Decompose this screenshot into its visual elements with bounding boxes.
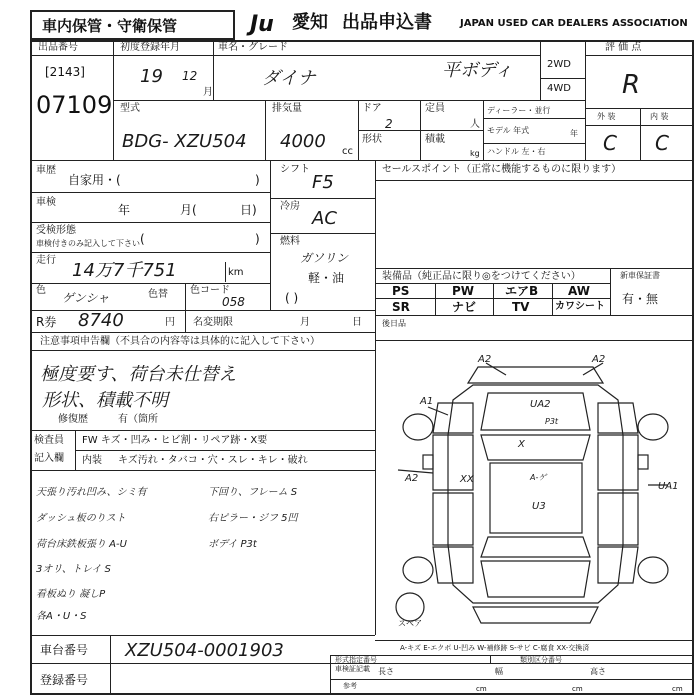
dims-certified-label: 形式指定番号 bbox=[335, 656, 377, 664]
diag-label-ua2: UA2 bbox=[530, 399, 551, 410]
displacement-unit: cc bbox=[342, 146, 353, 157]
color-code-value: 058 bbox=[222, 295, 245, 309]
drive-2wd: 2WD bbox=[547, 59, 571, 70]
model-name-value: ダイナ bbox=[262, 68, 316, 89]
dims-unit-1: cm bbox=[476, 685, 487, 693]
model-code-value: BDG- XZU504 bbox=[122, 131, 247, 152]
inspector-int-row: キズ汚れ・タバコ・穴・スレ・キレ・破れ bbox=[118, 455, 308, 466]
after-day-label: 後日品 bbox=[382, 319, 406, 328]
inspection-day: 日) bbox=[240, 203, 257, 217]
aircon-label: 冷房 bbox=[280, 201, 300, 212]
car-body-outline bbox=[448, 385, 623, 603]
color-label: 色 bbox=[36, 285, 46, 296]
remark-right-1: 下回り、フレーム S bbox=[208, 487, 298, 498]
remark-right-2: 右ピラー・ジフ 5凹 bbox=[208, 513, 298, 524]
mileage-unit: km bbox=[228, 267, 244, 278]
rear-bumper bbox=[473, 607, 598, 623]
chassis-label: 車台番号 bbox=[40, 643, 89, 657]
doors-label: ドア bbox=[362, 103, 382, 114]
handle-label: ハンドル 左・右 bbox=[487, 147, 546, 156]
inspector-int-label: 内装 bbox=[82, 455, 102, 466]
history-label: 車歴 bbox=[36, 165, 56, 176]
aircon-value: AC bbox=[312, 208, 337, 229]
right-front-door bbox=[598, 435, 638, 490]
inspector-label-2: 記入欄 bbox=[34, 453, 64, 464]
model-code-label: 型式 bbox=[120, 103, 140, 114]
left-mirror bbox=[423, 455, 433, 469]
rear-left-wheel bbox=[403, 557, 433, 583]
registration-year: 19 bbox=[140, 66, 163, 87]
dims-length-label: 長さ bbox=[378, 667, 394, 676]
model-year-label: モデル 年式 bbox=[487, 126, 530, 135]
car-damage-diagram bbox=[378, 345, 692, 637]
dims-unit-2: cm bbox=[572, 685, 583, 693]
doors-value: 2 bbox=[385, 117, 393, 131]
notes-repair-value: 有（箇所 bbox=[118, 414, 158, 425]
dims-height-label: 高さ bbox=[590, 667, 606, 676]
doc-title: 出品申込書 bbox=[342, 12, 432, 33]
plate-label: 登録番号 bbox=[40, 673, 89, 687]
displacement-value: 4000 bbox=[280, 131, 326, 152]
model-grade-value: 平ボディ bbox=[442, 60, 513, 81]
equip-navi: ナビ bbox=[452, 300, 477, 314]
remark-left-6: 各A・U・S bbox=[36, 611, 87, 622]
color-value: ゲンシャ bbox=[62, 291, 110, 305]
front-right-wheel bbox=[638, 414, 668, 440]
dims-width-label: 幅 bbox=[495, 667, 503, 676]
evaluation-label: 評 価 点 bbox=[605, 42, 642, 53]
capacity-unit: 人 bbox=[470, 119, 480, 130]
dims-unit-3: cm bbox=[672, 685, 683, 693]
diag-label-a2-front-right: A2 bbox=[592, 354, 606, 365]
interior-label: 内 装 bbox=[650, 112, 669, 121]
shift-value: F5 bbox=[312, 172, 334, 193]
color-code-label: 色コード bbox=[190, 285, 230, 296]
equip-ps: PS bbox=[392, 284, 410, 298]
model-name-label: 車名・グレード bbox=[218, 42, 288, 53]
diag-spare-label: スペア bbox=[398, 619, 422, 628]
org-name: 愛知 bbox=[292, 12, 328, 33]
inspector-fw-row: FW キズ・凹み・ヒビ割・リペア跡・X要 bbox=[82, 435, 268, 446]
renewal-label: 名変期限 bbox=[193, 317, 233, 328]
chassis-value: XZU504-0001903 bbox=[125, 640, 284, 661]
lot-label: 出品番号 bbox=[38, 42, 78, 53]
diag-label-a1-left: A1 bbox=[420, 396, 434, 407]
equip-tv: TV bbox=[512, 300, 530, 314]
left-rear-door bbox=[433, 493, 473, 545]
front-bumper bbox=[468, 367, 603, 383]
left-fender bbox=[433, 403, 473, 433]
sales-point-label: セールスポイント（正常に機能するものに限ります） bbox=[382, 164, 622, 175]
shift-label: シフト bbox=[280, 164, 310, 175]
inspector-label-1: 検査員 bbox=[34, 435, 64, 446]
diag-label-a-ge: A-ゲ bbox=[530, 473, 547, 482]
history-value: 自家用・( bbox=[68, 173, 121, 187]
warranty-options: 有・無 bbox=[622, 292, 659, 306]
history-close: ) bbox=[255, 173, 260, 187]
warranty-label: 新車保証書 bbox=[620, 271, 660, 280]
exterior-grade: C bbox=[603, 131, 617, 155]
notes-line2: 形状、積載不明 bbox=[42, 390, 168, 411]
drive-4wd: 4WD bbox=[547, 83, 571, 94]
exterior-label: 外 装 bbox=[597, 112, 616, 121]
dealer-label: ディーラー・並行 bbox=[487, 106, 551, 115]
equip-sr: SR bbox=[392, 300, 410, 314]
right-rear-door bbox=[598, 493, 638, 545]
remark-left-5: 看板ぬり 凝しP bbox=[36, 589, 106, 600]
doc-title-en: JAPAN USED CAR DEALERS ASSOCIATION bbox=[460, 18, 688, 29]
inspection-label: 車検 bbox=[36, 197, 56, 208]
rear-window bbox=[481, 537, 590, 557]
shape-label: 形状 bbox=[362, 134, 382, 145]
front-left-wheel bbox=[403, 414, 433, 440]
diag-label-a2-front-left: A2 bbox=[478, 354, 492, 365]
fuel-paren: ( ) bbox=[285, 291, 299, 305]
dims-inspection-label: 車検証記載 bbox=[335, 665, 370, 673]
notes-line1: 極度要す、荷台未仕替え bbox=[40, 364, 237, 385]
registration-month: 12 bbox=[182, 69, 198, 83]
trunk-lid bbox=[481, 561, 590, 597]
diagram-legend: A-キズ E-エクボ U-凹み W-補修跡 S-サビ C-腐食 XX-交換済 bbox=[400, 644, 590, 652]
dims-category-label: 類別区分番号 bbox=[520, 656, 562, 664]
notes-repair-label: 修復歴 bbox=[58, 414, 88, 425]
diag-label-xx: XX bbox=[460, 474, 474, 485]
diag-label-ua1: UA1 bbox=[658, 481, 679, 492]
equipment-label: 装備品（純正品に限り◎をつけてください） bbox=[382, 271, 581, 282]
fuel-alt: 軽・油 bbox=[308, 271, 345, 285]
org-logo bbox=[250, 12, 290, 36]
equip-pw: PW bbox=[452, 284, 475, 298]
color-number-label: 色替 bbox=[148, 289, 168, 300]
insurance-label: 受検形態 bbox=[36, 225, 76, 236]
recycle-label: R券 bbox=[36, 315, 57, 329]
model-year-unit: 年 bbox=[570, 129, 578, 138]
recycle-value: 8740 bbox=[78, 310, 124, 331]
right-quarter bbox=[598, 547, 638, 583]
spare-tire bbox=[396, 593, 424, 621]
diag-label-x: X bbox=[518, 439, 525, 450]
load-unit: kg bbox=[470, 149, 480, 158]
fuel-label: 燃料 bbox=[280, 236, 300, 247]
registration-label: 初度登録年月 bbox=[120, 42, 180, 53]
capacity-label: 定員 bbox=[425, 103, 445, 114]
right-mirror bbox=[638, 455, 648, 469]
load-label: 積載 bbox=[425, 134, 445, 145]
remark-left-3: 荷台床鉄板張り A-U bbox=[36, 539, 127, 550]
right-fender bbox=[598, 403, 638, 433]
notes-label: 注意事項申告欄（不具合の内容等は具体的に記入して下さい） bbox=[40, 336, 320, 347]
windshield bbox=[481, 435, 590, 460]
storage-label-box bbox=[30, 10, 235, 40]
equip-aw: AW bbox=[568, 284, 590, 298]
diag-label-a2-left: A2 bbox=[405, 473, 419, 484]
equip-leather: カワシート bbox=[555, 301, 605, 312]
recycle-unit: 円 bbox=[165, 317, 175, 328]
insurance-close: ) bbox=[255, 232, 260, 246]
registration-month-unit: 月 bbox=[203, 87, 213, 98]
rear-right-wheel bbox=[638, 557, 668, 583]
inspection-month: 月( bbox=[180, 203, 197, 217]
renewal-month: 月 bbox=[300, 317, 310, 328]
dims-ref-label: 参考 bbox=[343, 682, 357, 690]
interior-grade: C bbox=[655, 131, 669, 155]
insurance-open: ( bbox=[140, 232, 145, 246]
evaluation-score: R bbox=[622, 70, 641, 100]
fuel-value: ガソリン bbox=[300, 251, 349, 265]
left-quarter bbox=[433, 547, 473, 583]
remark-left-2: ダッシュ板のりスト bbox=[36, 513, 126, 524]
remark-right-3: ボデイ P3t bbox=[208, 539, 257, 550]
lot-number: 07109 bbox=[36, 91, 113, 119]
storage-label: 車内保管・守衛保管 bbox=[42, 17, 178, 35]
insurance-sub: 車検付きのみ記入して下さい bbox=[36, 239, 140, 248]
remark-left-1: 天張り汚れ凹み、シミ有 bbox=[36, 487, 147, 498]
remark-left-4: 3オリ、トレイ S bbox=[36, 564, 111, 575]
lot-sub-number: [2143] bbox=[45, 65, 85, 79]
logo-mark: Ju bbox=[250, 12, 274, 37]
mileage-value: 14万7千751 bbox=[72, 260, 177, 281]
renewal-day: 日 bbox=[352, 317, 362, 328]
diag-label-p3t: P3t bbox=[545, 417, 559, 426]
equip-airbag: エアB bbox=[505, 284, 539, 298]
mileage-label: 走行 bbox=[36, 255, 56, 266]
displacement-label: 排気量 bbox=[272, 103, 302, 114]
inspection-year: 年 bbox=[118, 203, 131, 217]
diag-label-u3: U3 bbox=[532, 501, 546, 512]
